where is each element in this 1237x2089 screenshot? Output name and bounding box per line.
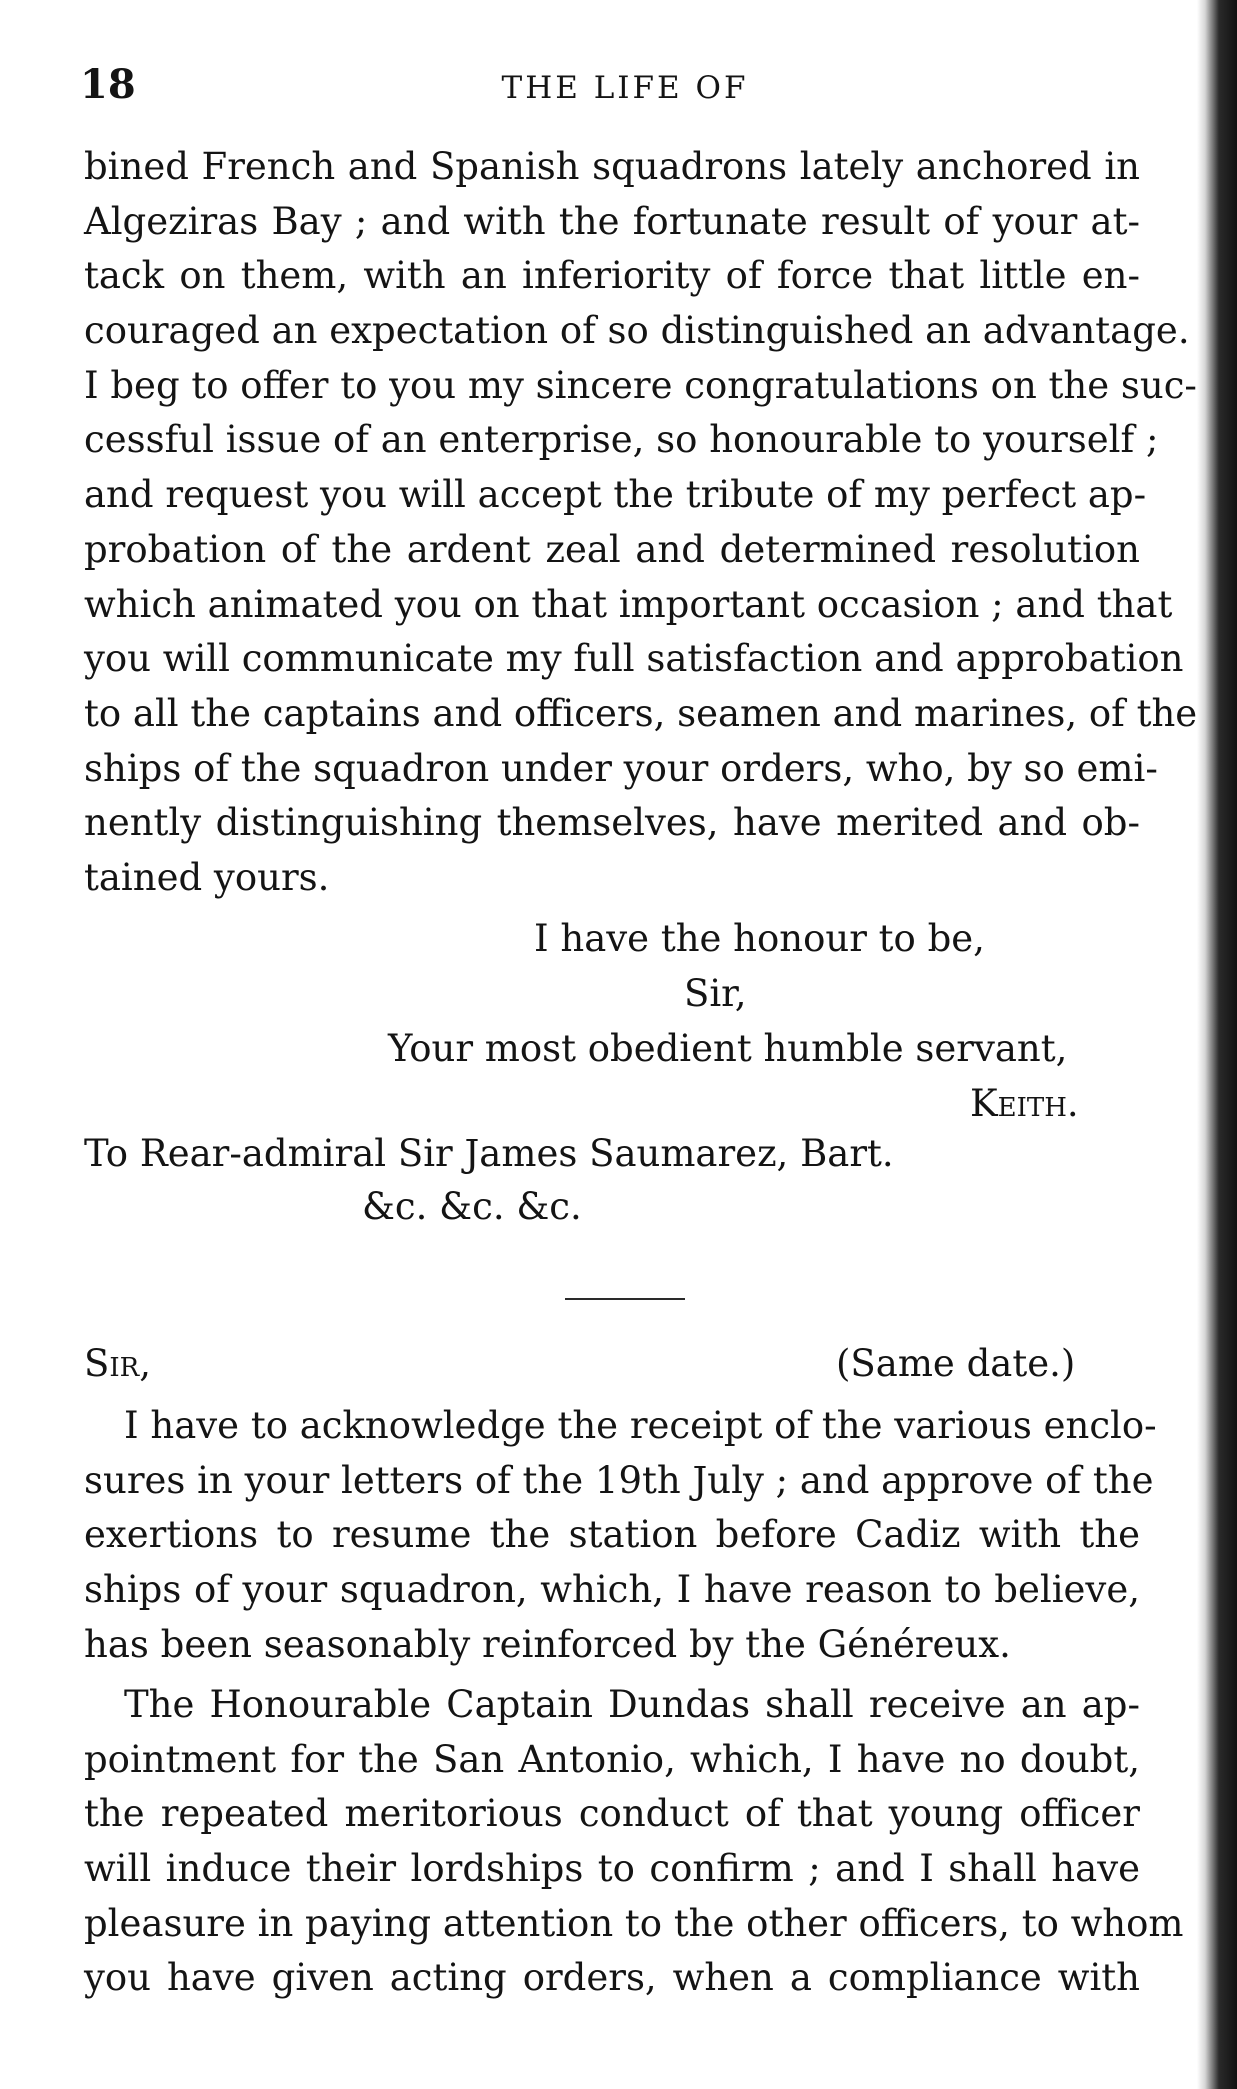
text-line: the repeated meritorious conduct of that young officer — [84, 1792, 1140, 1836]
text-line: I beg to offer to you my sincere congratulations on the suc- — [84, 363, 1197, 407]
text-line: Algeziras Bay ; and with the fortunate result of your at- — [84, 199, 1140, 243]
scanned-page-edge — [1197, 0, 1237, 2089]
text-line: will induce their lordships to confirm ; and I shall have — [84, 1847, 1140, 1891]
text-line: I have to acknowledge the receipt of the various enclo- — [124, 1404, 1157, 1447]
text-line: nently distinguishing themselves, have merited and ob- — [84, 801, 1140, 845]
text-line: ships of the squadron under your orders, who, by so emi- — [84, 746, 1158, 790]
closing-sir: Sir, — [684, 972, 747, 1015]
text-line: tained yours. — [84, 855, 330, 899]
letter-one-body — [84, 140, 1198, 906]
text-line: to all the captains and officers, seamen and marines, of the — [84, 691, 1198, 735]
text-line: and request you will accept the tribute of my perfect ap- — [84, 473, 1147, 517]
text-line: which animated you on that important occasion ; and that — [84, 582, 1173, 626]
text-line: sures in your letters of the 19th July ; and approve of the — [84, 1458, 1154, 1502]
closing-honour: I have the honour to be, — [534, 917, 985, 960]
salutation: Sir, — [84, 1342, 151, 1385]
text-line: bined French and Spanish squadrons lately anchored in — [84, 145, 1140, 188]
section-divider — [565, 1298, 685, 1300]
addressee-etc: &c. &c. &c. — [362, 1185, 582, 1228]
text-line: exertions to resume the station before Cadiz with the — [84, 1513, 1140, 1557]
letter-two-paragraph-one — [84, 1399, 1157, 1672]
text-line: pointment for the San Antonio, which, I have no doubt, — [84, 1737, 1140, 1781]
text-line: The Honourable Captain Dundas shall receive an ap- — [124, 1683, 1140, 1726]
text-line: probation of the ardent zeal and determined resolution — [84, 527, 1140, 571]
text-line: ships of your squadron, which, I have reason to believe, — [84, 1568, 1140, 1612]
signature: Keith. — [970, 1082, 1079, 1125]
page-number: 18 — [80, 61, 136, 108]
closing-servant: Your most obedient humble servant, — [388, 1027, 1068, 1070]
text-line: has been seasonably reinforced by the Généreux. — [84, 1622, 1011, 1666]
letter-date: (Same date.) — [836, 1342, 1076, 1385]
running-head — [80, 60, 1140, 110]
addressee: To Rear-admiral Sir James Saumarez, Bart. — [84, 1132, 894, 1175]
text-line: pleasure in paying attention to the other officers, to whom — [84, 1901, 1184, 1945]
text-line: tack on them, with an inferiority of force that little en- — [84, 254, 1140, 298]
text-line: you will communicate my full satisfaction and approbation — [84, 637, 1184, 681]
text-line: cessful issue of an enterprise, so honourable to yourself ; — [84, 418, 1159, 462]
text-line: couraged an expectation of so distinguished an advantage. — [84, 309, 1190, 353]
running-title: THE LIFE OF — [501, 70, 749, 106]
letter-two-paragraph-two — [84, 1678, 1184, 2006]
text-line: you have given acting orders, when a compliance with — [84, 1956, 1140, 2000]
